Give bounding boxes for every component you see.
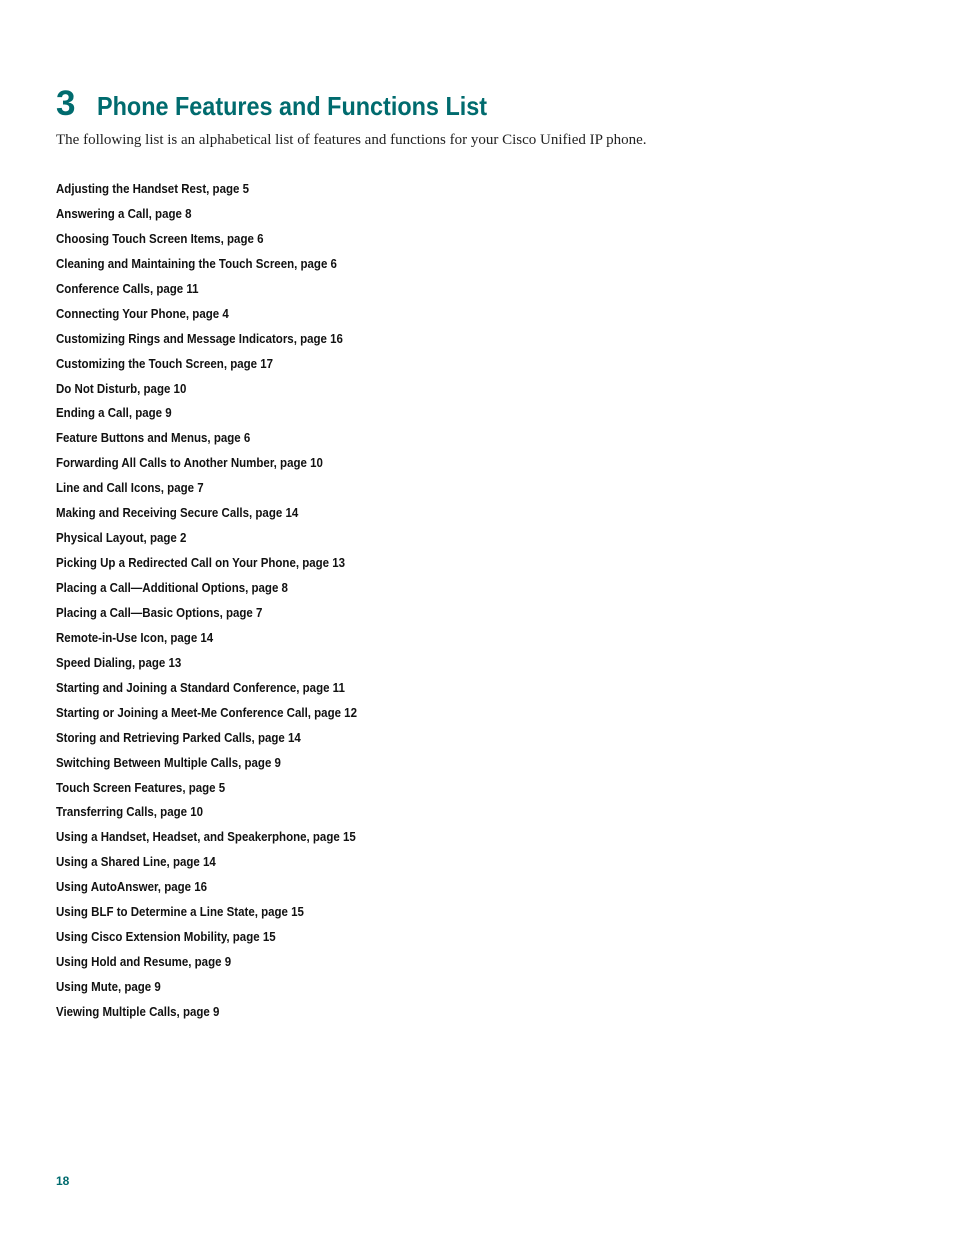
chapter-number: 3 — [56, 84, 76, 123]
intro-paragraph: The following list is an alphabetical list of features and functions for your Cisco Unified IP phone. — [56, 132, 647, 148]
chapter-heading — [56, 84, 531, 124]
feature-link[interactable]: Viewing Multiple Calls, page 9 — [56, 1004, 220, 1019]
feature-link[interactable]: Transferring Calls, page 10 — [56, 805, 204, 820]
page-number: 18 — [56, 1174, 70, 1188]
feature-link[interactable]: Speed Dialing, page 13 — [56, 655, 182, 670]
feature-list — [56, 179, 383, 1027]
feature-link[interactable]: Line and Call Icons, page 7 — [56, 481, 204, 496]
feature-link[interactable]: Forwarding All Calls to Another Number, page 10 — [56, 456, 323, 471]
feature-link[interactable]: Customizing Rings and Message Indicators, page 16 — [56, 331, 343, 346]
feature-link[interactable]: Feature Buttons and Menus, page 6 — [56, 431, 251, 446]
feature-link[interactable]: Remote-in-Use Icon, page 14 — [56, 630, 214, 645]
feature-link[interactable]: Physical Layout, page 2 — [56, 531, 187, 546]
feature-link[interactable]: Choosing Touch Screen Items, page 6 — [56, 231, 264, 246]
feature-link[interactable]: Touch Screen Features, page 5 — [56, 780, 226, 795]
feature-link[interactable]: Ending a Call, page 9 — [56, 406, 172, 421]
feature-link[interactable]: Picking Up a Redirected Call on Your Phone, page 13 — [56, 556, 346, 571]
feature-link[interactable]: Starting or Joining a Meet-Me Conference Call, page 12 — [56, 705, 357, 720]
feature-link[interactable]: Using Cisco Extension Mobility, page 15 — [56, 930, 276, 945]
feature-link[interactable]: Placing a Call—Additional Options, page 8 — [56, 581, 288, 595]
feature-link[interactable]: Answering a Call, page 8 — [56, 206, 192, 221]
feature-link[interactable]: Do Not Disturb, page 10 — [56, 381, 187, 396]
feature-link[interactable]: Using Mute, page 9 — [56, 980, 161, 994]
feature-link[interactable]: Using AutoAnswer, page 16 — [56, 880, 208, 895]
chapter-title: Phone Features and Functions List — [97, 91, 488, 121]
feature-link[interactable]: Conference Calls, page 11 — [56, 281, 199, 296]
feature-link[interactable]: Storing and Retrieving Parked Calls, page 14 — [56, 730, 301, 745]
feature-link[interactable]: Customizing the Touch Screen, page 17 — [56, 356, 274, 371]
feature-link[interactable]: Placing a Call—Basic Options, page 7 — [56, 605, 263, 620]
feature-link[interactable]: Using Hold and Resume, page 9 — [56, 955, 232, 970]
feature-link[interactable]: Using BLF to Determine a Line State, page 15 — [56, 905, 304, 920]
feature-link[interactable]: Connecting Your Phone, page 4 — [56, 306, 229, 321]
feature-link[interactable]: Switching Between Multiple Calls, page 9 — [56, 755, 281, 770]
feature-link[interactable]: Making and Receiving Secure Calls, page 14 — [56, 506, 299, 521]
feature-link[interactable]: Cleaning and Maintaining the Touch Screen, page 6 — [56, 256, 337, 271]
feature-link[interactable]: Starting and Joining a Standard Conference, page 11 — [56, 680, 345, 695]
feature-link[interactable]: Adjusting the Handset Rest, page 5 — [56, 182, 249, 196]
feature-link[interactable]: Using a Handset, Headset, and Speakerphone, page 15 — [56, 830, 356, 845]
feature-link[interactable]: Using a Shared Line, page 14 — [56, 855, 216, 870]
